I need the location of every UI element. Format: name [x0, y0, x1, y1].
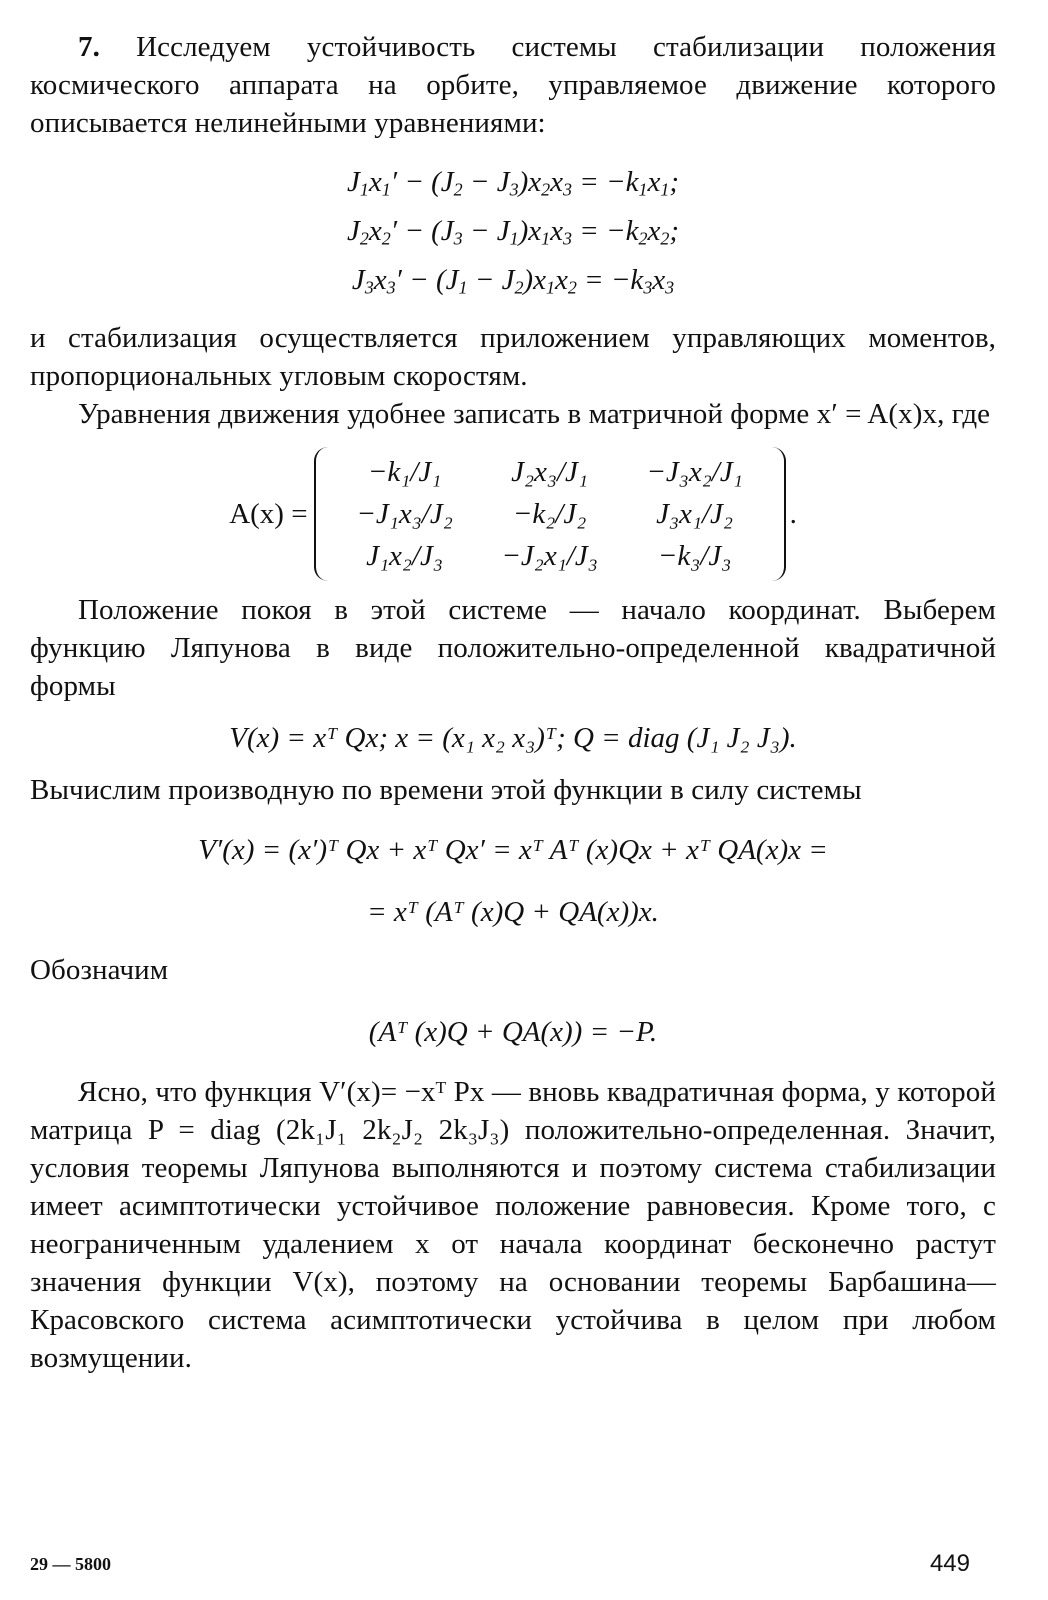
equation-1: $J_1x_1' - (J_2 - J_3)x_2x_3 = -k_1x_1$; [347, 166, 679, 200]
equation-p: (Aᵀ (x)Q + QA(x)) = −P. [368, 1016, 658, 1048]
matrix-cell: −J₃x₂/J₁ [646, 456, 743, 488]
matrix-equation [30, 447, 996, 581]
equation-system [30, 158, 996, 305]
printer-signature: 29 — 5800 [30, 1554, 111, 1574]
page-content [30, 28, 996, 1377]
matrix-a [314, 447, 786, 581]
intro-text: Исследуем устойчивость системы стабилизации положения космического аппарата на орбите, управляемое движение которого описывается нелинейными уравнениями: [30, 31, 996, 139]
exercise-number: 7. [78, 31, 100, 63]
paragraph-control: и стабилизация осуществляется приложением управляющих моментов, пропорциональных угловым скоростям. [30, 322, 996, 392]
equation-3: $J_3x_3' - (J_1 - J_2)x_1x_2 = -k_3x_3$ [351, 264, 675, 298]
matrix-cell: −J₁x₃/J₂ [356, 498, 453, 530]
matrix-cell: J₂x₃/J₁ [511, 456, 589, 488]
paragraph-derivative: Вычислим производную по времени этой функции в силу системы [30, 774, 862, 806]
matrix-cell: −k₁/J₁ [367, 456, 442, 488]
page-number: 449 [929, 1550, 970, 1577]
equation-derivative-1: V′(x) = (x′)ᵀ Qx + xᵀ Qx′ = xᵀ Aᵀ (x)Qx + xᵀ QA(x)x = [198, 834, 828, 866]
matrix-cell: −k₃/J₃ [657, 540, 732, 572]
matrix-cell: −J₂x₁/J₃ [501, 540, 598, 572]
equation-2: $J_2x_2' - (J_3 - J_1)x_1x_3 = -k_2x_2$; [347, 215, 679, 249]
equation-derivative-2: = xᵀ (Aᵀ (x)Q + QA(x))x. [367, 896, 659, 928]
paragraph-lyapunov: Положение покоя в этой системе — начало координат. Выберем функцию Ляпунова в виде положительно-определенной квадратичной формы [30, 594, 996, 702]
matrix-label: A(x) = [229, 497, 308, 530]
matrix-period: . [789, 497, 797, 530]
intro-paragraph [30, 28, 996, 142]
paragraph-denote: Обозначим [30, 954, 169, 986]
paragraph-matrix-form: Уравнения движения удобнее записать в матричной форме x′ = A(x)x, где [78, 398, 991, 430]
matrix-cell: −k₂/J₂ [512, 498, 587, 530]
matrix-cell: J₃x₁/J₂ [656, 498, 734, 530]
equation-lyapunov: V(x) = xᵀ Qx; x = (x₁ x₂ x₃)ᵀ; Q = diag (J₁ J₂ J₃). [229, 722, 797, 754]
matrix-cell: J₁x₂/J₃ [366, 540, 444, 572]
page-footer [30, 1550, 996, 1580]
paragraph-conclusion: Ясно, что функция V′(x)= −xᵀ Px — вновь квадратичная форма, у которой матрица P = diag (2k₁J₁ 2k₂J₂ 2k₃J₃) положительно-определенная. Значит, условия теоремы Ляпунова выполняются и поэтому система стабилизации имеет асимптотически устойчивое положение равновесия. Кроме того, с неограниченным удалением x от начала координат бесконечно растут значения функции V(x), поэтому на основании теоремы Барбашина—Красовского система асимптотически устойчива в целом при любом возмущении. [30, 1076, 996, 1374]
